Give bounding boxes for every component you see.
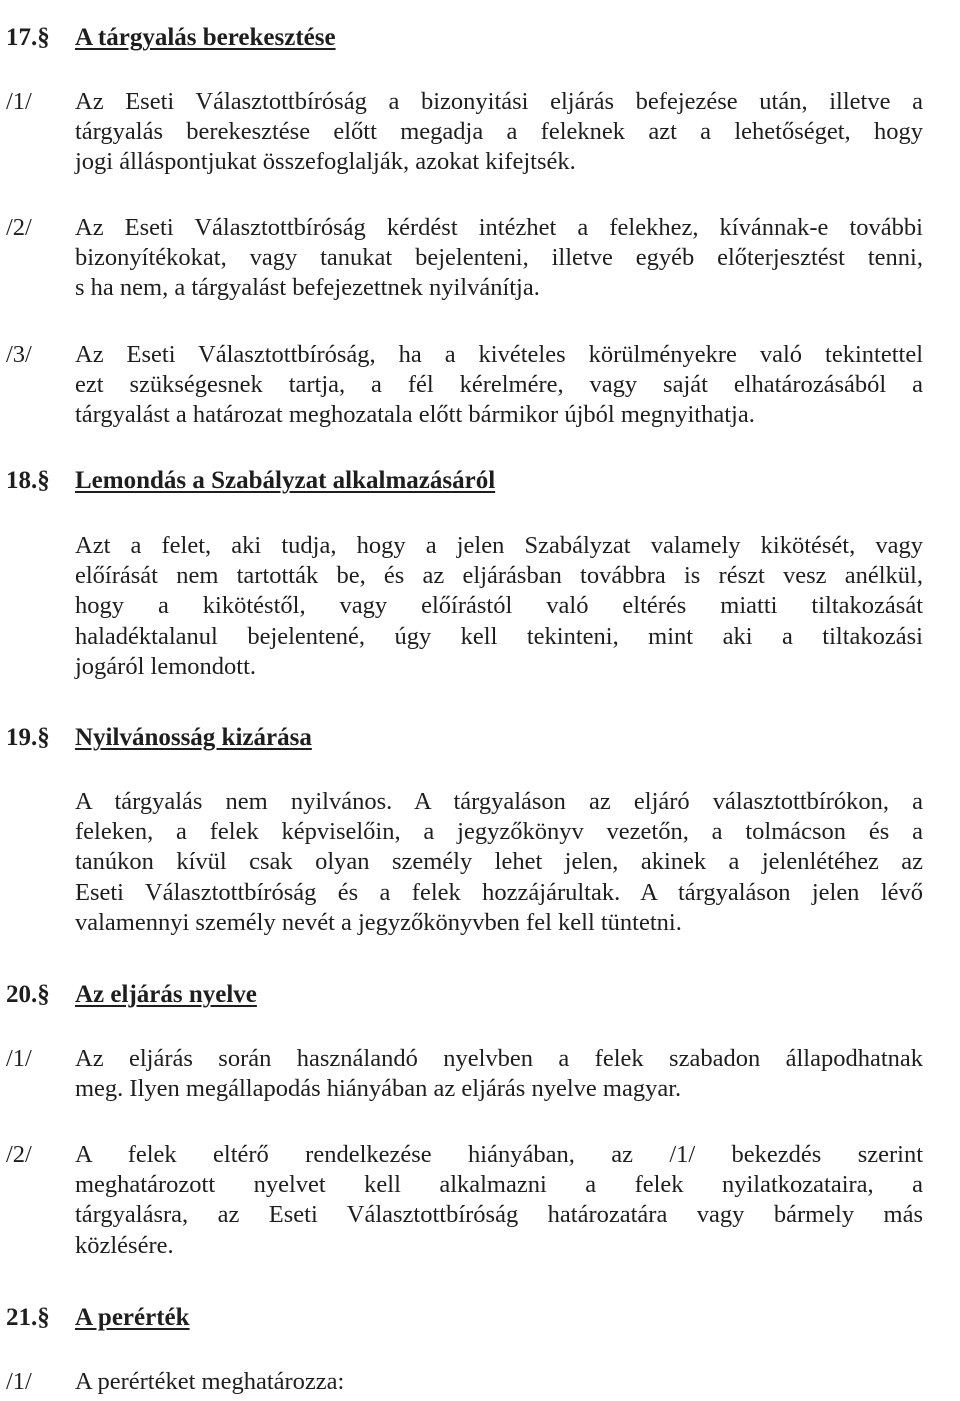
text-line: Azt a felet, aki tudja, hogy a jelen Szabályzat valamely kikötését, vagy — [75, 532, 923, 559]
paragraph-text — [75, 1140, 923, 1261]
text-line: s ha nem, a tárgyalást befejezettnek nyilvánítja. — [75, 274, 540, 302]
text-line: jogi álláspontjukat összefoglalják, azokat kifejtsék. — [75, 148, 576, 176]
text-line: feleken, a felek képviselőin, a jegyzőkönyv vezetőn, a tolmácson és a — [75, 818, 923, 846]
text-line: A perértéket meghatározza: — [75, 1368, 345, 1395]
text-line: meghatározott nyelvet kell alkalmazni a felek nyilatkozataira, a — [75, 1171, 923, 1199]
text-line: tárgyalást a határozat meghozatala előtt bármikor újból megnyithatja. — [75, 401, 755, 429]
section-number: 20.§ — [6, 981, 50, 1008]
text-line: Az Eseti Választottbíróság a bizonyitási eljárás befejezése után, illetve a — [75, 88, 923, 115]
section-number: 19.§ — [6, 724, 50, 751]
paragraph-marker: /1/ — [6, 1368, 32, 1395]
text-line: ezt szükségesnek tartja, a fél kérelmére, vagy saját elhatározásából a — [75, 371, 923, 399]
section-title: Lemondás a Szabályzat alkalmazásáról — [75, 467, 496, 494]
text-line: közlésére. — [75, 1231, 174, 1259]
text-line: jogáról lemondott. — [75, 652, 256, 680]
section-number: 21.§ — [6, 1304, 50, 1331]
text-line: haladéktalanul bejelentené, úgy kell tekinteni, mint aki a tiltakozási — [75, 622, 923, 650]
paragraph-text — [75, 1367, 923, 1397]
text-line: Az Eseti Választottbíróság kérdést intézhet a felekhez, kívánnak-e további — [75, 214, 923, 241]
section-title: Az eljárás nyelve — [75, 981, 257, 1008]
section-title: A tárgyalás berekesztése — [75, 24, 336, 51]
text-line: valamennyi személy nevét a jegyzőkönyvben fel kell tüntetni. — [75, 908, 682, 936]
text-line: előírását nem tartották be, és az eljárásban továbbra is részt vesz anélkül, — [75, 562, 923, 590]
section-number: 18.§ — [6, 467, 50, 494]
text-line: bizonyítékokat, vagy tanukat bejelenteni, illetve egyéb előterjesztést tenni, — [75, 244, 923, 272]
paragraph-marker: /2/ — [6, 1141, 32, 1168]
paragraph-marker: /1/ — [6, 1045, 32, 1072]
text-line: Az Eseti Választottbíróság, ha a kivételes körülményekre való tekintettel — [75, 341, 923, 368]
text-line: A felek eltérő rendelkezése hiányában, az /1/ bekezdés szerint — [75, 1141, 923, 1168]
paragraph-marker: /3/ — [6, 341, 32, 368]
text-line: A tárgyalás nem nyilvános. A tárgyaláson az eljáró választottbírókon, a — [75, 788, 923, 815]
paragraph-text — [75, 531, 923, 682]
paragraph-marker: /2/ — [6, 214, 32, 241]
text-line: tanúkon kívül csak olyan személy lehet jelen, akinek a jelenlétéhez az — [75, 848, 923, 876]
text-line: Az eljárás során használandó nyelvben a felek szabadon állapodhatnak — [75, 1045, 923, 1072]
section-number: 17.§ — [6, 24, 50, 51]
section-title: Nyilvánosság kizárása — [75, 724, 312, 751]
text-line: hogy a kikötéstől, vagy előírástól való eltérés miatti tiltakozását — [75, 592, 923, 620]
text-line: tárgyalás berekesztése előtt megadja a feleknek azt a lehetőséget, hogy — [75, 118, 923, 146]
text-line: tárgyalásra, az Eseti Választottbíróság határozatára vagy bármely más — [75, 1201, 923, 1229]
paragraph-text — [75, 213, 923, 304]
paragraph-text — [75, 87, 923, 178]
text-line: meg. Ilyen megállapodás hiányában az eljárás nyelve magyar. — [75, 1075, 682, 1103]
section-title: A perérték — [75, 1304, 190, 1331]
paragraph-marker: /1/ — [6, 88, 32, 115]
paragraph-text — [75, 340, 923, 431]
text-line: Eseti Választottbíróság és a felek hozzájárultak. A tárgyaláson jelen lévő — [75, 878, 923, 906]
paragraph-text — [75, 1044, 923, 1104]
paragraph-text — [75, 787, 923, 938]
